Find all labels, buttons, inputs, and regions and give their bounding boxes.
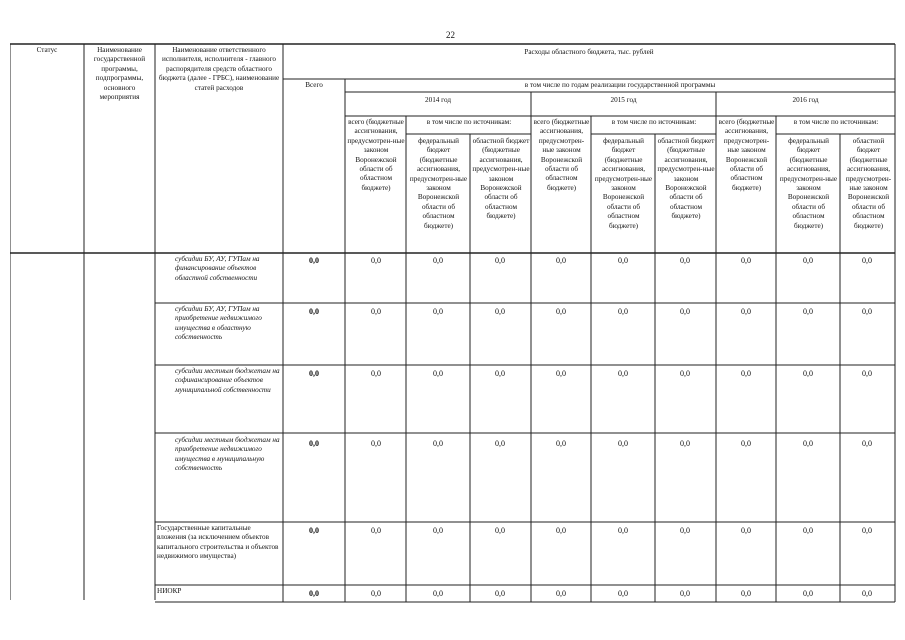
cell-value: 0,0	[371, 589, 381, 598]
cell-value: 0,0	[618, 307, 628, 316]
header-2015-regional: областной бюджет (бюджетные ассигнования, предусмотрен-ные законом Воронежской области об областном бюджете)	[657, 137, 715, 221]
header-by-years: в том числе по годам реализации государственной программы	[524, 81, 716, 89]
cell-value: 0,0	[371, 526, 381, 535]
cell-value: 0,0	[495, 307, 505, 316]
cell-value: 0,0	[618, 369, 628, 378]
cell-value: 0,0	[803, 526, 813, 535]
header-2014-all: всего (бюджетные ассигнования, предусмотрен-ные законом Воронежской области об областном бюджете)	[347, 118, 405, 192]
header-year-2016: 2016 год	[792, 96, 819, 104]
header-2016-all: всего (бюджетные ассигнования, предусмотрен-ные законом Воронежской области об областном бюджете)	[718, 118, 775, 192]
cell-value: 0,0	[803, 369, 813, 378]
cell-value: 0,0	[371, 369, 381, 378]
cell-value: 0,0	[309, 439, 319, 448]
cell-value: 0,0	[862, 526, 872, 535]
cell-value: 0,0	[556, 589, 566, 598]
cell-value: 0,0	[680, 307, 690, 316]
cell-value: 0,0	[495, 369, 505, 378]
header-2014-regional: областной бюджет (бюджетные ассигнования, предусмотрен-ные законом Воронежской области об областном бюджете)	[472, 137, 530, 221]
cell-value: 0,0	[803, 307, 813, 316]
cell-value: 0,0	[862, 369, 872, 378]
cell-value: 0,0	[803, 256, 813, 265]
cell-value: 0,0	[371, 439, 381, 448]
header-2014-sources: в том числе по источникам:	[426, 118, 512, 126]
cell-value: 0,0	[433, 526, 443, 535]
cell-value: 0,0	[371, 256, 381, 265]
cell-value: 0,0	[556, 256, 566, 265]
header-2015-all: всего (бюджетные ассигнования, предусмотрен-ные законом Воронежской области об областном бюджете)	[533, 118, 590, 192]
row-label: субсидии БУ, АУ, ГУПам на приобретение недвижимого имущества в областную собственность	[175, 305, 262, 342]
cell-value: 0,0	[556, 526, 566, 535]
cell-value: 0,0	[862, 256, 872, 265]
cell-value: 0,0	[618, 439, 628, 448]
cell-value: 0,0	[309, 589, 319, 598]
row-label: Государственные капитальные вложения (за исключением объектов капитального строительства и объектов недвижимого имущества)	[157, 524, 279, 561]
row-label: субсидии местным бюджетам на софинансирование объектов муниципальной собственности	[175, 367, 280, 394]
header-year-2015: 2015 год	[610, 96, 637, 104]
cell-value: 0,0	[495, 439, 505, 448]
cell-value: 0,0	[309, 256, 319, 265]
cell-value: 0,0	[741, 369, 751, 378]
cell-value: 0,0	[680, 526, 690, 535]
cell-value: 0,0	[803, 589, 813, 598]
row-label: субсидии БУ, АУ, ГУПам на финансирование объектов областной собственности	[175, 255, 260, 282]
cell-value: 0,0	[618, 526, 628, 535]
cell-value: 0,0	[803, 439, 813, 448]
header-program-name: Наименование государственной программы, подпрограммы, основного мероприятия	[93, 46, 146, 102]
header-year-2014: 2014 год	[425, 96, 451, 104]
cell-value: 0,0	[741, 307, 751, 316]
header-total: Всего	[305, 81, 323, 89]
header-2016-federal: федеральный бюджет (бюджетные ассигнования, предусмотрен-ные законом Воронежской области об областном бюджете)	[779, 137, 838, 230]
cell-value: 0,0	[862, 439, 872, 448]
header-2014-federal: федеральный бюджет (бюджетные ассигнования, предусмотрен-ные законом Воронежской области об областном бюджете)	[409, 137, 468, 230]
cell-value: 0,0	[433, 256, 443, 265]
cell-value: 0,0	[433, 589, 443, 598]
cell-value: 0,0	[556, 369, 566, 378]
cell-value: 0,0	[741, 256, 751, 265]
cell-value: 0,0	[495, 589, 505, 598]
row-label: субсидии местным бюджетам на приобретение недвижимого имущества в муниципальную собственность	[175, 436, 280, 473]
cell-value: 0,0	[741, 526, 751, 535]
cell-value: 0,0	[741, 439, 751, 448]
cell-value: 0,0	[371, 307, 381, 316]
cell-value: 0,0	[495, 526, 505, 535]
cell-value: 0,0	[556, 439, 566, 448]
row-label: НИОКР	[157, 587, 182, 595]
cell-value: 0,0	[862, 589, 872, 598]
cell-value: 0,0	[495, 256, 505, 265]
cell-value: 0,0	[862, 307, 872, 316]
cell-value: 0,0	[741, 589, 751, 598]
header-2015-sources: в том числе по источникам:	[611, 118, 697, 126]
cell-value: 0,0	[309, 369, 319, 378]
cell-value: 0,0	[680, 589, 690, 598]
header-2016-sources: в том числе по источникам:	[793, 118, 879, 126]
header-status: Статус	[36, 46, 58, 54]
cell-value: 0,0	[309, 526, 319, 535]
page-number: 22	[446, 30, 455, 40]
header-2015-federal: федеральный бюджет (бюджетные ассигнования, предусмотрен-ные законом Воронежской области об областном бюджете)	[594, 137, 653, 230]
header-executor: Наименование ответственного исполнителя, исполнителя - главного распорядителя средств областного бюджета (далее - ГРБС), наименование статей расходов	[158, 46, 280, 92]
cell-value: 0,0	[618, 589, 628, 598]
cell-value: 0,0	[433, 439, 443, 448]
header-2016-regional: областной бюджет (бюджетные ассигнования, предусмотрен-ные законом Воронежской области об областном бюджете)	[845, 137, 892, 230]
cell-value: 0,0	[618, 256, 628, 265]
cell-value: 0,0	[433, 307, 443, 316]
cell-value: 0,0	[309, 307, 319, 316]
cell-value: 0,0	[680, 369, 690, 378]
header-expenses: Расходы областного бюджета, тыс. рублей	[524, 48, 654, 56]
cell-value: 0,0	[556, 307, 566, 316]
cell-value: 0,0	[433, 369, 443, 378]
cell-value: 0,0	[680, 256, 690, 265]
cell-value: 0,0	[680, 439, 690, 448]
